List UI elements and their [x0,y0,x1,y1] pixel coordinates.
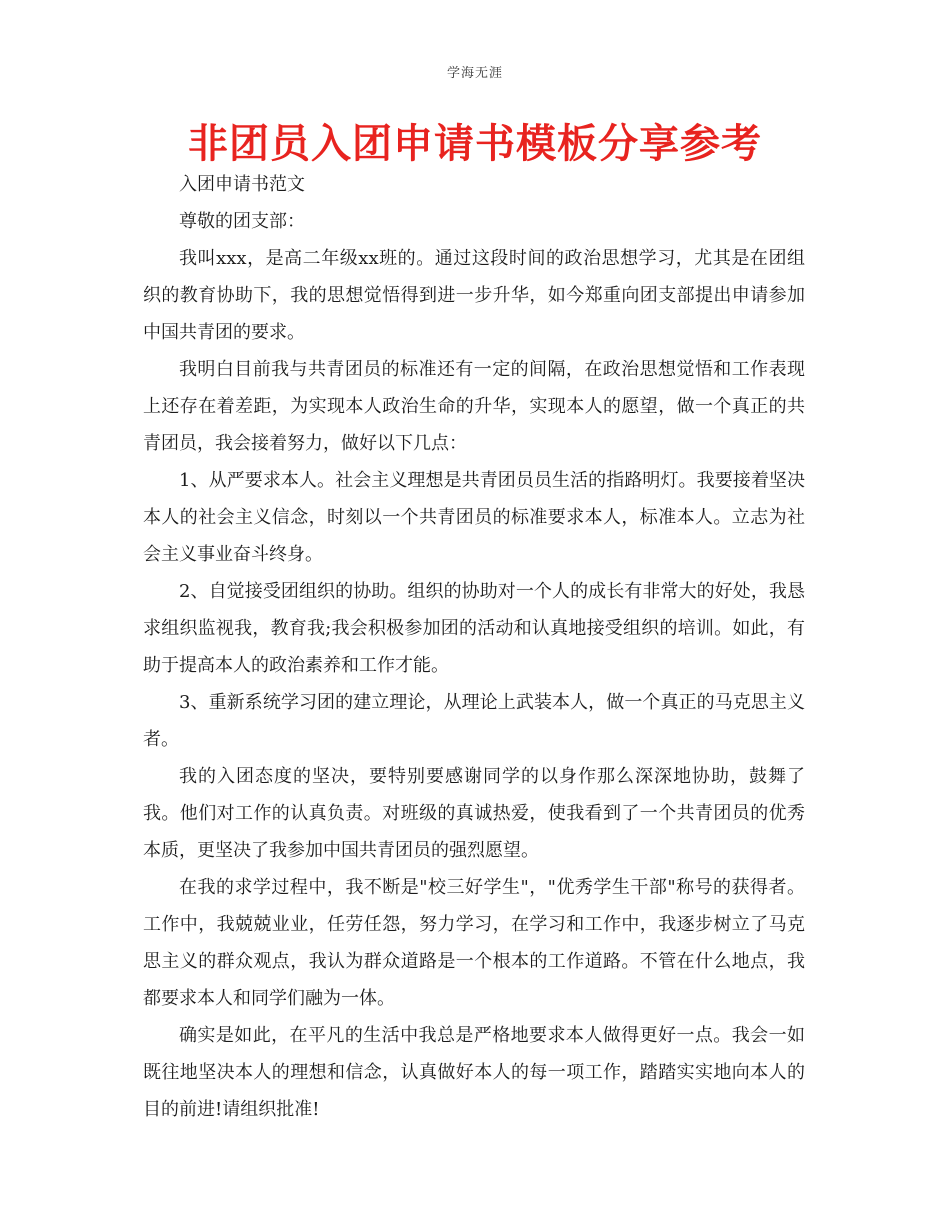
page-title: 非团员入团申请书模板分享参考 [188,121,762,167]
paragraph-point-2: 2、自觉接受团组织的协助。组织的协助对一个人的成长有非常大的好处，我恳求组织监视我，教育我;我会积极参加团的活动和认真地接受组织的培训。如此，有助于提高本人的政治素养和工作才能。 [143,581,805,676]
page-header: 学海无涯 [446,66,503,81]
paragraph: 我叫xxx，是高二年级xx班的。通过这段时间的政治思想学习，尤其是在团组织的教育协助下，我的思想觉悟得到进一步升华，如今郑重向团支部提出申请参加中国共青团的要求。 [143,248,805,343]
paragraph-closing: 确实是如此，在平凡的生活中我总是严格地要求本人做得更好一点。我会一如既往地坚决本人的理想和信念，认真做好本人的每一项工作，踏踏实实地向本人的目的前进!请组织批准! [143,1025,805,1120]
paragraph-point-1: 1、从严要求本人。社会主义理想是共青团员员生活的指路明灯。我要接着坚决本人的社会主义信念，时刻以一个共青团员的标准要求本人，标准本人。立志为社会主义事业奋斗终身。 [143,470,805,565]
paragraph: 我的入团态度的坚决，要特别要感谢同学的以身作那么深深地协助，鼓舞了我。他们对工作的认真负责。对班级的真诚热爱，使我看到了一个共青团员的优秀本质，更坚决了我参加中国共青团员的强烈愿望。 [143,766,805,861]
paragraph-heading: 入团申请书范文 [179,174,305,195]
document-body [143,166,805,1128]
paragraph: 在我的求学过程中，我不断是"校三好学生"，"优秀学生干部"称号的获得者。工作中，我兢兢业业，任劳任怨，努力学习，在学习和工作中，我逐步树立了马克思主义的群众观点，我认为群众道路是一个根本的工作道路。不管在什么地点，我都要求本人和同学们融为一体。 [143,877,805,1009]
paragraph: 我明白目前我与共青团员的标准还有一定的间隔，在政治思想觉悟和工作表现上还存在着差距，为实现本人政治生命的升华，实现本人的愿望，做一个真正的共青团员，我会接着努力，做好以下几点： [143,359,805,454]
paragraph-point-3: 3、重新系统学习团的建立理论，从理论上武装本人，做一个真正的马克思主义者。 [143,692,805,750]
paragraph-salutation: 尊敬的团支部： [179,211,305,232]
